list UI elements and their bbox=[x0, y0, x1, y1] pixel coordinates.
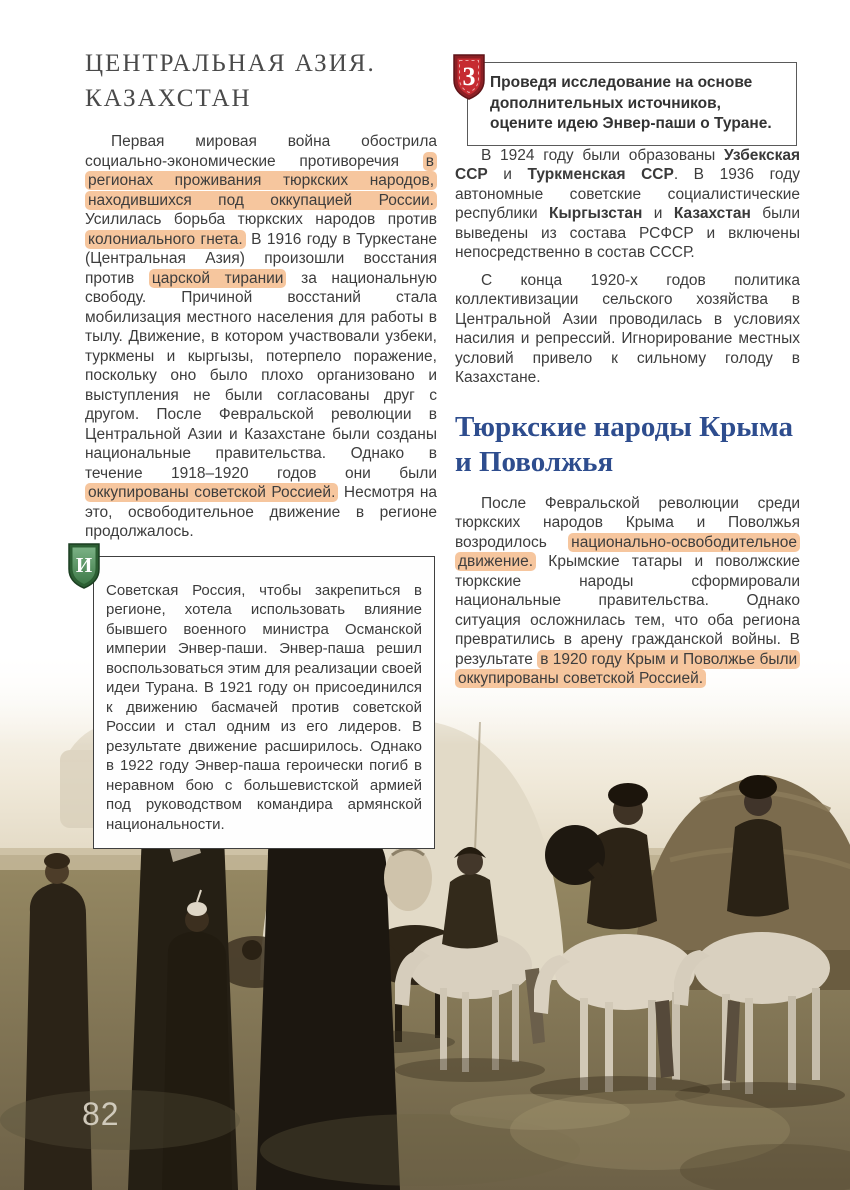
paragraph-ssr-1924: В 1924 году были образованы Узбекская ССР и Туркменская ССР. В 1936 году автономные советские социалистические республики Кыргызстан и Казахстан были выведены из состава РСФСР и включены непосредственно в состав СССР. bbox=[455, 146, 800, 261]
info-box bbox=[75, 552, 435, 850]
left-column bbox=[75, 46, 437, 849]
page-title: ЦЕНТРАЛЬНАЯ АЗИЯ. КАЗАХСТАН bbox=[85, 50, 376, 112]
paragraph-collectivization: С конца 1920-х годов политика коллективизации сельского хозяйства в Центральной Азии проводилась в условиях насилия и репрессий. Игнорирование местных условий привело к сильному голоду в Казахстане. bbox=[455, 271, 800, 386]
page-number: 82 bbox=[82, 1096, 120, 1132]
info-box-text: Советская Россия, чтобы закрепиться в регионе, хотела использовать влияние бывшего военного министра Османской империи Энвер-паши. Энвер-паша решил воспользоваться этим для реализации своей идеи Турана. В 1921 году он присоединился к движению басмачей против советской России и стал одним из его лидеров. В результате движение расширилось. Однако в 1922 году Энвер-паша героически погиб в неравном бою с большевистской армией под руководством командира армянской национальности. bbox=[106, 581, 422, 833]
svg-text:И: И bbox=[75, 552, 93, 577]
task-box-text: Проведя исследование на основе дополнительных источников, оцените идею Энвер-паши о Туране. bbox=[490, 74, 772, 132]
task-box bbox=[462, 62, 797, 146]
info-shield-icon bbox=[67, 542, 101, 590]
paragraph-crimea-volga: После Февральской революции среди тюркских народов Крыма и Поволжья возродилось национально-освободительное движение. Крымские татары и поволжские тюркские народы сформировали национальные правительства. Однако ситуация осложнилась тем, что оба региона превратились в арену гражданской войны. В результате в 1920 году Крым и Поволжье были оккупированы советской Россией. bbox=[455, 494, 800, 687]
right-column bbox=[455, 46, 800, 697]
section-title-crimea-volga: Тюркские народы Крыма и Поволжья bbox=[455, 410, 794, 478]
paragraph-central-asia: Первая мировая война обострила социально-экономические противоречия в регионах проживания тюркских народов, находившихся под оккупацией России. Усилилась борьба тюркских народов против колониального гнета. В 1916 году в Туркестане (Центральная Азия) произошли восстания против царской тирании за национальную свободу. Причиной восстаний стала мобилизация местного населения для работы в тылу. Движение, в котором участвовали узбеки, туркмены и кыргызы, потерпело поражение, поскольку оно было плохо организовано и выступления не были согласованы друг с другом. После Февральской революции в Центральной Азии и Казахстане были созданы национальные правительства. Однако в течение 1918–1920 годов они были оккупированы советской Россией. Несмотря на это, освободительное движение в регионе продолжалось. bbox=[85, 133, 437, 540]
svg-text:3: 3 bbox=[462, 62, 476, 91]
task-number-shield-icon bbox=[452, 53, 486, 101]
